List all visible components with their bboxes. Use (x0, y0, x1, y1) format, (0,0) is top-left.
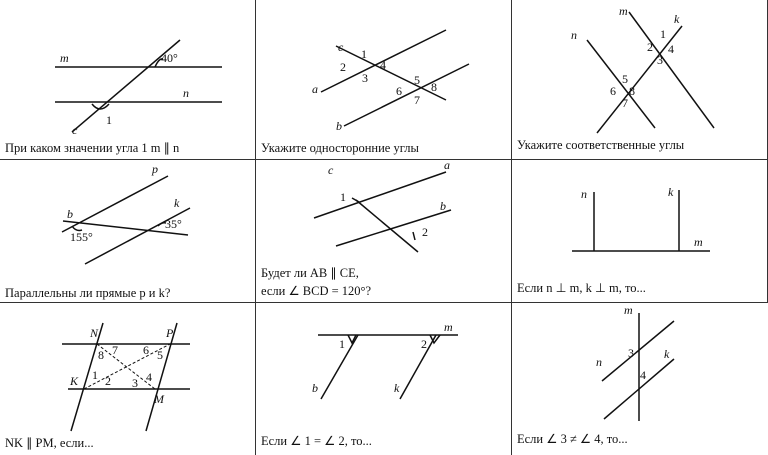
angle-3: 3 (132, 376, 138, 390)
angle-7: 7 (112, 343, 118, 357)
angle-3: 3 (362, 71, 368, 85)
cell-8 (256, 303, 512, 455)
caption-4: Параллельны ли прямые p и k? (5, 286, 171, 300)
label-c: c (72, 123, 78, 137)
label-m: m (694, 235, 703, 249)
angle-8: 8 (431, 80, 437, 94)
label-P: P (166, 326, 174, 340)
label-angle-1: 1 (106, 113, 112, 127)
label-k: k (668, 185, 674, 199)
angle-2-mark (413, 232, 415, 240)
angle-7: 7 (414, 93, 420, 107)
label-n: n (571, 28, 577, 42)
label-m: m (60, 51, 69, 65)
label-K: K (70, 374, 79, 388)
label-a: a (312, 82, 318, 96)
angle-2: 2 (105, 374, 111, 388)
label-b: b (67, 207, 73, 221)
caption-9: Если ∠ 3 ≠ ∠ 4, то... (517, 432, 628, 446)
diagram-3 (512, 0, 768, 160)
caption-3: Укажите соответственные углы (517, 138, 685, 152)
line-k (400, 335, 436, 399)
diagram-4 (0, 160, 256, 303)
caption-1: При каком значении угла 1 m ∥ n (5, 141, 180, 155)
angle-3: 3 (628, 346, 634, 360)
label-m: m (619, 4, 628, 18)
line-a (314, 172, 446, 218)
label-n: n (596, 355, 602, 369)
diagram-5 (256, 160, 512, 303)
angle-8: 8 (629, 84, 635, 98)
diagram-7 (0, 303, 256, 455)
angle-1-mark (352, 198, 359, 202)
label-k: k (394, 381, 400, 395)
angle-4: 4 (146, 370, 152, 384)
angle-5: 5 (157, 348, 163, 362)
cell-1 (0, 0, 256, 160)
angle-5: 5 (414, 73, 420, 87)
angle-2: 2 (422, 225, 428, 239)
caption-8: Если ∠ 1 = ∠ 2, то... (261, 434, 372, 448)
diagram-1 (0, 0, 256, 160)
cell-2 (256, 0, 512, 160)
label-M: M (154, 392, 164, 406)
line-b (336, 210, 451, 246)
label-angle-155: 155° (70, 230, 93, 244)
angle-1: 1 (92, 368, 98, 382)
cell-6 (512, 160, 768, 303)
label-m: m (624, 303, 633, 317)
label-a: a (444, 160, 450, 172)
angle-2: 2 (647, 40, 653, 54)
angle-2: 2 (340, 60, 346, 74)
caption-7: NK ∥ PM, если... (5, 436, 94, 450)
angle-6: 6 (143, 343, 149, 357)
label-c: c (338, 40, 344, 54)
line-p (62, 176, 168, 232)
label-k: k (674, 12, 680, 26)
angle-4: 4 (668, 42, 674, 56)
caption-5-line2: если ∠ BCD = 120°? (261, 284, 372, 298)
cell-5 (256, 160, 512, 303)
cell-3 (512, 0, 768, 160)
angle-1-arc (92, 104, 109, 109)
cell-7 (0, 303, 256, 455)
diagram-8 (256, 303, 512, 455)
angle-4: 4 (640, 368, 646, 382)
cell-4 (0, 160, 256, 303)
line-c (336, 46, 446, 100)
angle-3: 3 (657, 53, 663, 67)
label-n: n (581, 187, 587, 201)
diagram-2 (256, 0, 512, 160)
label-angle-40: 40° (161, 51, 178, 65)
caption-5-line1: Будет ли AB ∥ CE, (261, 266, 359, 280)
label-k: k (664, 347, 670, 361)
caption-2: Укажите односторонние углы (261, 141, 419, 155)
angle-1: 1 (660, 27, 666, 41)
cell-9 (512, 303, 768, 455)
caption-6: Если n ⊥ m, k ⊥ m, то... (517, 281, 646, 295)
label-p: p (152, 162, 158, 176)
label-angle-35: 35° (165, 217, 182, 231)
label-m: m (444, 320, 453, 334)
angle-8: 8 (98, 348, 104, 362)
label-b: b (312, 381, 318, 395)
angle-4: 4 (380, 58, 386, 72)
label-n: n (183, 86, 189, 100)
angle-7: 7 (622, 96, 628, 110)
label-N: N (90, 326, 99, 340)
angle-1: 1 (340, 190, 346, 204)
label-b: b (440, 199, 446, 213)
angle-6: 6 (396, 84, 402, 98)
label-b: b (336, 119, 342, 133)
line-c (356, 200, 418, 252)
label-c: c (328, 163, 334, 177)
line-n (587, 40, 655, 128)
angle-1: 1 (361, 47, 367, 61)
angle-5: 5 (622, 72, 628, 86)
label-k: k (174, 196, 180, 210)
angle-6: 6 (610, 84, 616, 98)
angle-1: 1 (339, 337, 345, 351)
angle-2: 2 (421, 337, 427, 351)
